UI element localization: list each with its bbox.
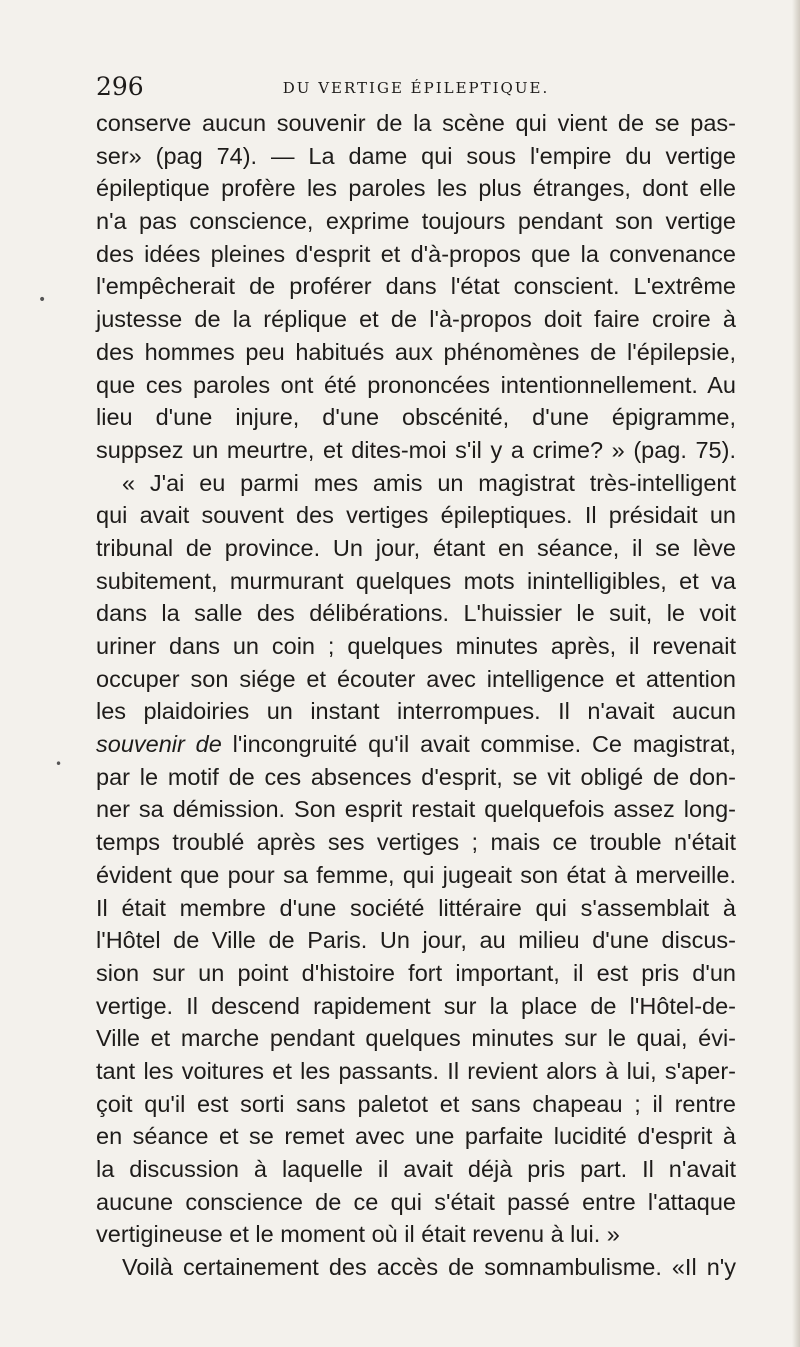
text-line: Ville et marche pendant quelques minutes sur le quai, évi- — [96, 1025, 736, 1052]
text-line: la discussion à laquelle il avait déjà pris part. Il n'avait — [96, 1156, 736, 1182]
page-header — [96, 72, 736, 102]
page-edge-shadow — [792, 0, 800, 1347]
page-number: 296 — [96, 72, 144, 101]
text-line: subitement, murmurant quelques mots inintelligibles, et va — [96, 567, 736, 594]
text-line: qui avait souvent des vertiges épileptiques. Il présidait un — [96, 502, 736, 529]
text-line: tant les voitures et les passants. Il revient alors à lui, s'aper- — [96, 1057, 736, 1084]
text-line: lieu d'une injure, d'une obscénité, d'une épigramme, — [96, 404, 736, 431]
text-line: vertigineuse et le moment où il était revenu à lui. » — [96, 1221, 620, 1248]
text-line: des idées pleines d'esprit et d'à-propos que la convenance — [96, 240, 736, 267]
text-line: occuper son siége et écouter avec intelligence et attention — [96, 665, 736, 692]
text-line: temps troublé après ses vertiges ; mais ce trouble n'était — [96, 829, 736, 856]
italic-word: souvenir de — [96, 731, 222, 758]
text-line: sion sur un point d'histoire fort important, il est pris d'un — [96, 959, 736, 986]
running-head: DU VERTIGE ÉPILEPTIQUE. — [282, 79, 550, 97]
text-line: justesse de la réplique et de l'à-propos doit faire croire à — [96, 306, 736, 333]
text-line: l'Hôtel de Ville de Paris. Un jour, au milieu d'une discus- — [96, 927, 736, 954]
text-line: Il était membre d'une société littéraire qui s'assemblait à — [96, 894, 736, 921]
text-line: conserve aucun souvenir de la scène qui vient de se pas- — [96, 110, 736, 136]
text-line: évident que pour sa femme, qui jugeait son état à merveille. — [96, 861, 736, 888]
text-line: suppsez un meurtre, et dites-moi s'il y a crime? » (pag. 75). — [96, 436, 736, 463]
text-line: tribunal de province. Un jour, étant en séance, il se lève — [96, 534, 736, 561]
text-line: Voilà certainement des accès de somnambulisme. «Il n'y — [122, 1254, 736, 1281]
text-line: aucune conscience de ce qui s'était passé entre l'attaque — [96, 1188, 736, 1215]
text-line: l'empêcherait de proférer dans l'état conscient. L'extrême — [96, 273, 736, 300]
body-text — [96, 107, 736, 1284]
text-line: « J'ai eu parmi mes amis un magistrat très-intelligent — [122, 469, 736, 496]
text-line — [96, 728, 736, 761]
text-line: par le motif de ces absences d'esprit, se vit obligé de don- — [96, 763, 736, 790]
text-line: dans la salle des délibérations. L'huissier le suit, le voit — [96, 600, 736, 627]
text-line: en séance et se remet avec une parfaite lucidité d'esprit à — [96, 1123, 736, 1150]
text-line: çoit qu'il est sorti sans paletot et sans chapeau ; il rentre — [96, 1090, 736, 1117]
text-line: que ces paroles ont été prononcées intentionnellement. Au — [96, 371, 736, 398]
text-line: ser» (pag 74). — La dame qui sous l'empire du vertige — [96, 142, 736, 169]
text-line: vertige. Il descend rapidement sur la place de l'Hôtel-de- — [96, 992, 736, 1019]
text-line: les plaidoiries un instant interrompues. Il n'avait aucun — [96, 698, 736, 725]
text-line: épileptique profère les paroles les plus étranges, dont elle — [96, 175, 736, 202]
text-line: uriner dans un coin ; quelques minutes après, il revenait — [96, 633, 736, 659]
margin-dot: • — [38, 292, 47, 308]
text-line-rest: l'incongruité qu'il avait commise. Ce magistrat, — [232, 731, 736, 758]
margin-speck: • — [55, 757, 63, 771]
text-line: des hommes peu habitués aux phénomènes de l'épilepsie, — [96, 338, 736, 365]
text-line: ner sa démission. Son esprit restait quelquefois assez long- — [96, 796, 736, 823]
text-line: n'a pas conscience, exprime toujours pendant son vertige — [96, 208, 736, 235]
